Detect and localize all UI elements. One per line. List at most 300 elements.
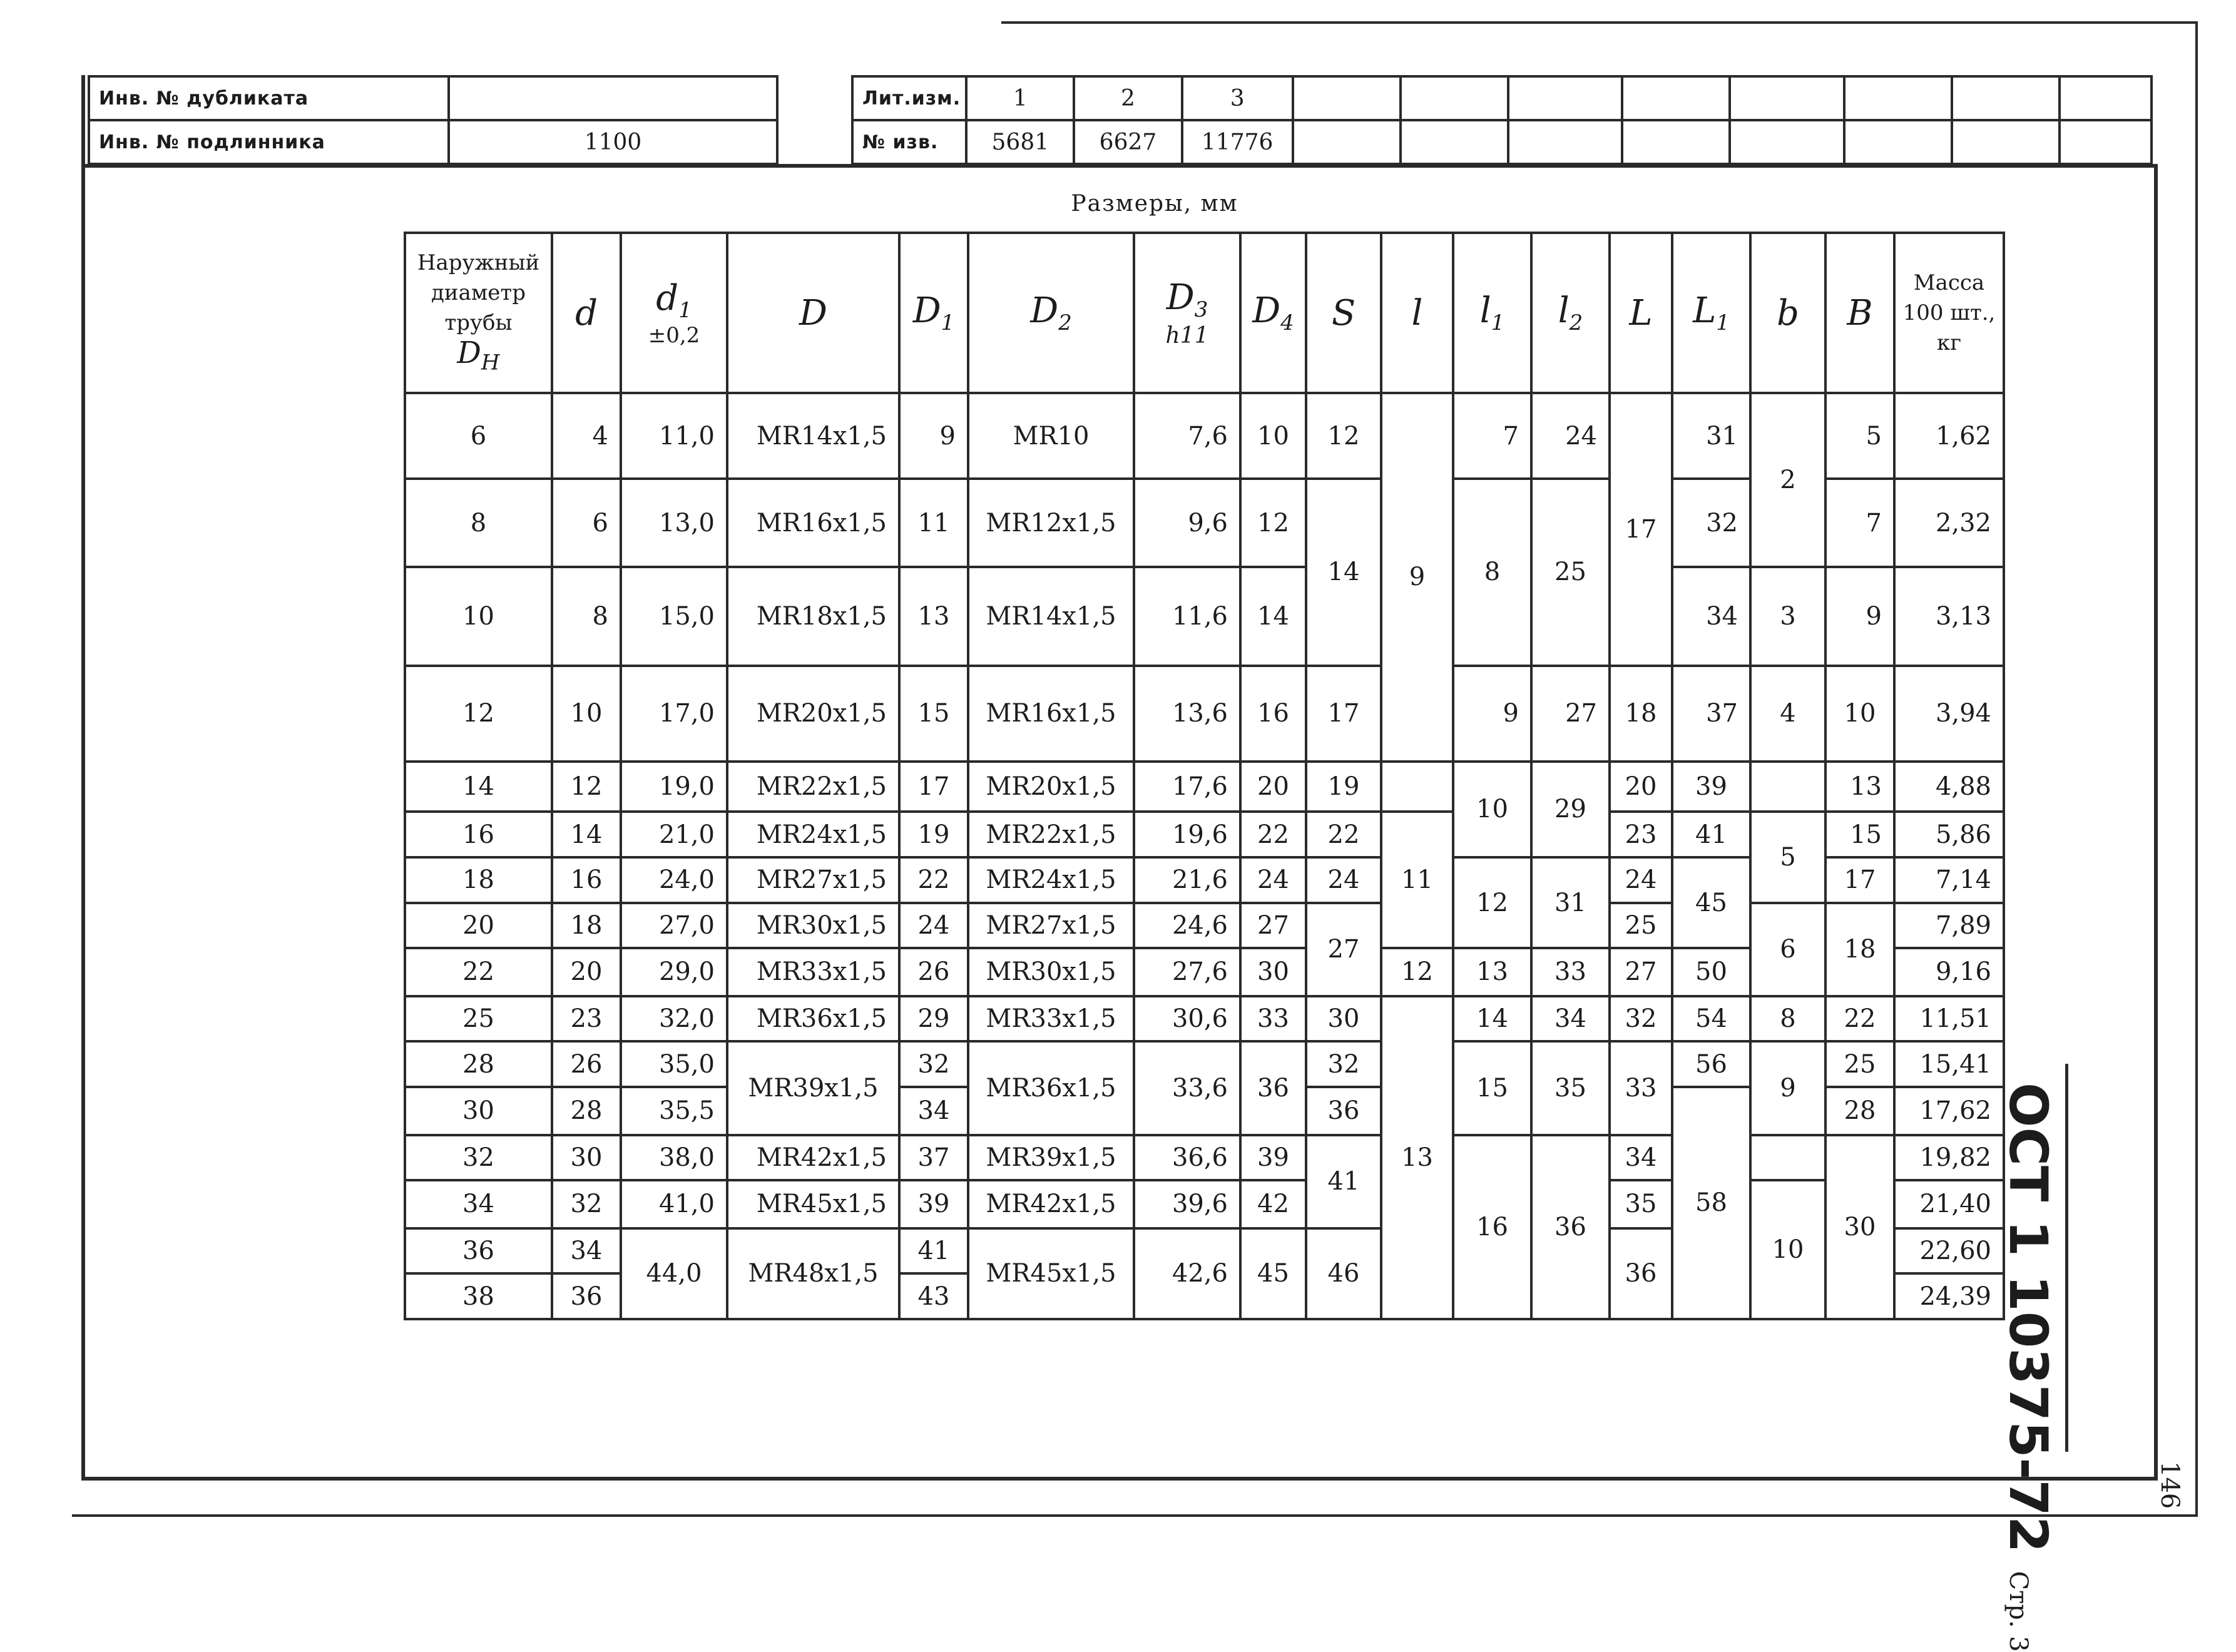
cell-mass: 4,88: [1894, 762, 2004, 812]
cell-d1: 24,0: [621, 857, 727, 903]
inventory-stamp: [88, 75, 779, 165]
cell-l1: 9: [1453, 666, 1531, 762]
dimensions-table: [404, 232, 2005, 1320]
cell-D2: MR10: [968, 393, 1134, 479]
cell-B: 5: [1825, 393, 1894, 479]
cell-D3: 21,6: [1134, 857, 1240, 903]
cell-d: 16: [552, 857, 621, 903]
b-symbol: b: [1777, 292, 1799, 334]
cell-d: 32: [552, 1180, 621, 1228]
cell-d: 30: [552, 1135, 621, 1181]
cell-D3: 9,6: [1134, 479, 1240, 567]
cell-L1: 50: [1672, 948, 1750, 996]
cell-d: 18: [552, 903, 621, 949]
revision-cell: [1952, 76, 2060, 120]
cell-D1: 13: [899, 567, 968, 665]
d1-symbol: d: [656, 277, 679, 319]
table-row: [405, 996, 2004, 1042]
D1-subscript: 1: [941, 310, 955, 336]
notice-cell: 11776: [1182, 120, 1293, 164]
revision-cell: [1730, 76, 1844, 120]
cell-D4: 30: [1240, 948, 1306, 996]
cell-d1: 29,0: [621, 948, 727, 996]
cell-L1: 39: [1672, 762, 1750, 812]
cell-b: 2: [1750, 393, 1825, 567]
cell-l1: 8: [1453, 479, 1531, 665]
cell-D: MR42x1,5: [727, 1135, 899, 1181]
cell-D3: 36,6: [1134, 1135, 1240, 1181]
cell-B: 25: [1825, 1041, 1894, 1087]
cell-B: 10: [1825, 666, 1894, 762]
cell-L1: 37: [1672, 666, 1750, 762]
col-D3: [1134, 233, 1240, 393]
cell-D1: 22: [899, 857, 968, 903]
bottom-rule: [72, 1514, 2197, 1517]
cell-D: MR24x1,5: [727, 812, 899, 857]
cell-D: MR16x1,5: [727, 479, 899, 567]
cell-D1: 19: [899, 812, 968, 857]
notice-cell: [1401, 120, 1508, 164]
cell-S: 27: [1306, 903, 1381, 996]
cell-d1: 35,0: [621, 1041, 727, 1087]
cell-d: 20: [552, 948, 621, 996]
cell-L: 24: [1610, 857, 1672, 903]
cell-l: 9: [1381, 393, 1453, 762]
cell-l2: 34: [1531, 996, 1610, 1042]
cell-S: 36: [1306, 1087, 1381, 1135]
cell-b: 8: [1750, 996, 1825, 1042]
cell-D: MR30x1,5: [727, 903, 899, 949]
cell-D1: 34: [899, 1087, 968, 1135]
cell-D4: 27: [1240, 903, 1306, 949]
cell-d: 8: [552, 567, 621, 665]
header-row: [405, 233, 2004, 393]
L1-symbol: L: [1693, 290, 1717, 331]
B-symbol: B: [1847, 292, 1873, 334]
cell-d1: 35,5: [621, 1087, 727, 1135]
cell-d1: 13,0: [621, 479, 727, 567]
cell-D2: MR14x1,5: [968, 567, 1134, 665]
cell-D: MR33x1,5: [727, 948, 899, 996]
revision-stamp: [851, 75, 2153, 165]
cell-b: [1750, 1135, 1825, 1181]
notice-cell: [1952, 120, 2060, 164]
cell-L: 18: [1610, 666, 1672, 762]
cell-D: MR20x1,5: [727, 666, 899, 762]
cell-L: 20: [1610, 762, 1672, 812]
cell-D2: MR30x1,5: [968, 948, 1134, 996]
notice-cell: [1844, 120, 1952, 164]
cell-l: 13: [1381, 996, 1453, 1319]
cell-D1: 24: [899, 903, 968, 949]
cell-l2: 36: [1531, 1135, 1610, 1319]
cell-D4: 20: [1240, 762, 1306, 812]
cell-S: 22: [1306, 812, 1381, 857]
cell-dh: 16: [405, 812, 552, 857]
cell-d: 10: [552, 666, 621, 762]
notice-number-label: № изв.: [852, 120, 966, 164]
cell-D2: MR27x1,5: [968, 903, 1134, 949]
col-D2: [968, 233, 1134, 393]
cell-b: 10: [1750, 1180, 1825, 1319]
dh-symbol: D: [457, 335, 481, 371]
d-symbol: d: [575, 292, 598, 334]
duplicate-inv-value: [449, 76, 777, 120]
revision-cell: 1: [966, 76, 1074, 120]
col-outer-diameter: [405, 233, 552, 393]
cell-mass: 17,62: [1894, 1087, 2004, 1135]
cell-D: MR36x1,5: [727, 996, 899, 1042]
table-row: [405, 812, 2004, 857]
cell-D2: MR22x1,5: [968, 812, 1134, 857]
cell-D3: 19,6: [1134, 812, 1240, 857]
table-row: [405, 762, 2004, 812]
d1-subscript: 1: [678, 298, 692, 324]
cell-D2: MR42x1,5: [968, 1180, 1134, 1228]
cell-D4: 14: [1240, 567, 1306, 665]
notice-cell: [2060, 120, 2152, 164]
revision-row-letters: [852, 76, 2152, 120]
cell-d1: 44,0: [621, 1228, 727, 1319]
table-row: [405, 567, 2004, 665]
col-D1: [899, 233, 968, 393]
cell-L1: 41: [1672, 812, 1750, 857]
document-code: [1990, 1083, 2059, 1652]
cell-D4: 33: [1240, 996, 1306, 1042]
cell-D4: 24: [1240, 857, 1306, 903]
L-symbol: L: [1629, 292, 1653, 334]
dh-subscript: Н: [481, 350, 500, 375]
cell-D2: MR33x1,5: [968, 996, 1134, 1042]
cell-S: 24: [1306, 857, 1381, 903]
cell-b: 4: [1750, 666, 1825, 762]
cell-dh: 12: [405, 666, 552, 762]
D2-symbol: D: [1030, 290, 1059, 331]
cell-mass: 2,32: [1894, 479, 2004, 567]
cell-L: 17: [1610, 393, 1672, 665]
cell-D: MR14x1,5: [727, 393, 899, 479]
D-symbol: D: [799, 292, 827, 334]
revision-cell: [1844, 76, 1952, 120]
cell-D3: 39,6: [1134, 1180, 1240, 1228]
cell-B: 15: [1825, 812, 1894, 857]
cell-dh: 10: [405, 567, 552, 665]
cell-L: 27: [1610, 948, 1672, 996]
cell-D: MR39x1,5: [727, 1041, 899, 1134]
revision-cell: [1622, 76, 1730, 120]
cell-B: 28: [1825, 1087, 1894, 1135]
col-L1: [1672, 233, 1750, 393]
cell-D4: 16: [1240, 666, 1306, 762]
sheet-number: 146: [2155, 1461, 2184, 1509]
cell-D1: 37: [899, 1135, 968, 1181]
cell-L1: 56: [1672, 1041, 1750, 1087]
mass-label: Масса 100 шт., кг: [1902, 270, 1996, 356]
notice-cell: [1730, 120, 1844, 164]
cell-dh: 6: [405, 393, 552, 479]
cell-D4: 39: [1240, 1135, 1306, 1181]
D3-fit: h11: [1165, 322, 1209, 349]
cell-D1: 26: [899, 948, 968, 996]
cell-L1: 45: [1672, 857, 1750, 948]
cell-D4: 22: [1240, 812, 1306, 857]
cell-dh: 34: [405, 1180, 552, 1228]
cell-D4: 45: [1240, 1228, 1306, 1319]
cell-D3: 11,6: [1134, 567, 1240, 665]
cell-l1: 10: [1453, 762, 1531, 857]
cell-S: 30: [1306, 996, 1381, 1042]
cell-D3: 17,6: [1134, 762, 1240, 812]
table-row: [405, 903, 2004, 949]
col-S: [1306, 233, 1381, 393]
original-inv-value: 1100: [449, 120, 777, 164]
cell-D1: 11: [899, 479, 968, 567]
duplicate-inv-label: Инв. № дубликата: [89, 76, 449, 120]
cell-d1: 27,0: [621, 903, 727, 949]
l2-subscript: 2: [1569, 310, 1583, 336]
cell-B: 9: [1825, 567, 1894, 665]
cell-L1: 58: [1672, 1087, 1750, 1319]
cell-dh: 36: [405, 1228, 552, 1274]
cell-d: 28: [552, 1087, 621, 1135]
cell-mass: 7,89: [1894, 903, 2004, 949]
cell-mass: 1,62: [1894, 393, 2004, 479]
table-caption: Размеры, мм: [1071, 191, 1238, 217]
cell-d: 23: [552, 996, 621, 1042]
cell-D: MR22x1,5: [727, 762, 899, 812]
table-row: [405, 393, 2004, 479]
col-B: [1825, 233, 1894, 393]
cell-mass: 3,13: [1894, 567, 2004, 665]
cell-mass: 11,51: [1894, 996, 2004, 1042]
revision-cell: 2: [1074, 76, 1182, 120]
cell-d1: 32,0: [621, 996, 727, 1042]
D3-symbol: D: [1166, 277, 1195, 319]
col-d1: [621, 233, 727, 393]
cell-mass: 22,60: [1894, 1228, 2004, 1274]
cell-D1: 29: [899, 996, 968, 1042]
frame-bottom: [81, 1477, 2158, 1481]
l-symbol: l: [1411, 292, 1423, 334]
cell-b: 9: [1750, 1041, 1825, 1134]
cell-l1: 16: [1453, 1135, 1531, 1319]
cell-dh: 14: [405, 762, 552, 812]
cell-D1: 43: [899, 1273, 968, 1319]
cell-d: 14: [552, 812, 621, 857]
cell-S: 46: [1306, 1228, 1381, 1319]
cell-D3: 30,6: [1134, 996, 1240, 1042]
cell-dh: 18: [405, 857, 552, 903]
right-rule: [2195, 21, 2198, 1517]
cell-l: 11: [1381, 812, 1453, 948]
cell-D1: 39: [899, 1180, 968, 1228]
cell-D4: 12: [1240, 479, 1306, 567]
notice-cell: 6627: [1074, 120, 1182, 164]
cell-D3: 27,6: [1134, 948, 1240, 996]
cell-B: 13: [1825, 762, 1894, 812]
cell-d1: 11,0: [621, 393, 727, 479]
l1-symbol: l: [1479, 290, 1491, 331]
l1-subscript: 1: [1491, 310, 1505, 336]
cell-dh: 8: [405, 479, 552, 567]
cell-b: 6: [1750, 903, 1825, 996]
cell-dh: 25: [405, 996, 552, 1042]
cell-L: 35: [1610, 1180, 1672, 1228]
cell-l: 12: [1381, 948, 1453, 996]
cell-D: MR48x1,5: [727, 1228, 899, 1319]
cell-dh: 22: [405, 948, 552, 996]
cell-L: 36: [1610, 1228, 1672, 1319]
cell-d: 12: [552, 762, 621, 812]
cell-D4: 10: [1240, 393, 1306, 479]
cell-mass: 24,39: [1894, 1273, 2004, 1319]
cell-D4: 36: [1240, 1041, 1306, 1134]
cell-D: MR18x1,5: [727, 567, 899, 665]
l2-symbol: l: [1558, 290, 1570, 331]
cell-l1: 7: [1453, 393, 1531, 479]
cell-b: 5: [1750, 812, 1825, 902]
cell-B: 22: [1825, 996, 1894, 1042]
cell-mass: 15,41: [1894, 1041, 2004, 1087]
cell-D2: MR24x1,5: [968, 857, 1134, 903]
notice-cell: 5681: [966, 120, 1074, 164]
cell-D: MR45x1,5: [727, 1180, 899, 1228]
cell-B: 30: [1825, 1135, 1894, 1319]
cell-L1: 34: [1672, 567, 1750, 665]
cell-D1: 41: [899, 1228, 968, 1274]
cell-D4: 42: [1240, 1180, 1306, 1228]
cell-D2: MR16x1,5: [968, 666, 1134, 762]
revision-cell: 3: [1182, 76, 1293, 120]
cell-D1: 17: [899, 762, 968, 812]
col-mass: [1894, 233, 2004, 393]
cell-d1: 15,0: [621, 567, 727, 665]
cell-L: 34: [1610, 1135, 1672, 1181]
cell-d1: 41,0: [621, 1180, 727, 1228]
cell-mass: 5,86: [1894, 812, 2004, 857]
cell-d1: 21,0: [621, 812, 727, 857]
cell-mass: 7,14: [1894, 857, 2004, 903]
frame-left: [81, 75, 85, 1480]
cell-L: 32: [1610, 996, 1672, 1042]
cell-l2: 27: [1531, 666, 1610, 762]
cell-L1: 31: [1672, 393, 1750, 479]
cell-D2: MR12x1,5: [968, 479, 1134, 567]
table-row: [405, 1135, 2004, 1181]
cell-D2: MR20x1,5: [968, 762, 1134, 812]
cell-dh: 28: [405, 1041, 552, 1087]
cell-dh: 38: [405, 1273, 552, 1319]
L1-subscript: 1: [1716, 310, 1730, 336]
cell-D2: MR45x1,5: [968, 1228, 1134, 1319]
cell-l1: 12: [1453, 857, 1531, 948]
cell-B: 18: [1825, 903, 1894, 996]
cell-l1: 14: [1453, 996, 1531, 1042]
standard-number: ОСТ 1 10375-72: [1998, 1083, 2059, 1553]
col-l: [1381, 233, 1453, 393]
revision-row-notices: [852, 120, 2152, 164]
original-inv-label: Инв. № подлинника: [89, 120, 449, 164]
cell-D3: 42,6: [1134, 1228, 1240, 1319]
cell-mass: 3,94: [1894, 666, 2004, 762]
D2-subscript: 2: [1058, 310, 1072, 336]
cell-d: 34: [552, 1228, 621, 1274]
col-D: [727, 233, 899, 393]
cell-mass: 21,40: [1894, 1180, 2004, 1228]
revision-cell: [1293, 76, 1401, 120]
cell-D2: MR39x1,5: [968, 1135, 1134, 1181]
page-label: Стр. 3: [2004, 1571, 2033, 1652]
cell-S: 14: [1306, 479, 1381, 665]
cell-b: [1750, 762, 1825, 812]
col-l1: [1453, 233, 1531, 393]
cell-D3: 33,6: [1134, 1041, 1240, 1134]
cell-S: 41: [1306, 1135, 1381, 1228]
col-D4: [1240, 233, 1306, 393]
revision-cell: [1401, 76, 1508, 120]
cell-D3: 7,6: [1134, 393, 1240, 479]
cell-S: 12: [1306, 393, 1381, 479]
cell-d1: 38,0: [621, 1135, 727, 1181]
table-row: [405, 1041, 2004, 1087]
cell-dh: 32: [405, 1135, 552, 1181]
cell-S: 32: [1306, 1041, 1381, 1087]
S-symbol: S: [1331, 292, 1356, 334]
notice-cell: [1293, 120, 1401, 164]
cell-L1: 32: [1672, 479, 1750, 567]
frame-right: [2154, 166, 2158, 1480]
D4-subscript: 4: [1280, 310, 1294, 336]
cell-B: 17: [1825, 857, 1894, 903]
cell-l1: 13: [1453, 948, 1531, 996]
cell-mass: 9,16: [1894, 948, 2004, 996]
D3-subscript: 3: [1194, 297, 1208, 323]
cell-D: MR27x1,5: [727, 857, 899, 903]
col-L: [1610, 233, 1672, 393]
cell-D2: MR36x1,5: [968, 1041, 1134, 1134]
d1-tolerance: ±0,2: [648, 323, 700, 349]
document-code-rule: [2065, 1064, 2068, 1452]
table-row: [405, 1180, 2004, 1228]
cell-L: 23: [1610, 812, 1672, 857]
cell-d: 26: [552, 1041, 621, 1087]
cell-d1: 19,0: [621, 762, 727, 812]
col-b: [1750, 233, 1825, 393]
cell-L: 25: [1610, 903, 1672, 949]
cell-D3: 13,6: [1134, 666, 1240, 762]
cell-S: 19: [1306, 762, 1381, 812]
cell-l2: 24: [1531, 393, 1610, 479]
D1-symbol: D: [912, 290, 941, 331]
col-l2: [1531, 233, 1610, 393]
top-rule: [1001, 21, 2197, 24]
cell-d: 6: [552, 479, 621, 567]
cell-l2: 29: [1531, 762, 1610, 857]
notice-cell: [1508, 120, 1622, 164]
cell-d: 36: [552, 1273, 621, 1319]
outer-diameter-label: Наружный диаметр трубы: [417, 250, 540, 336]
revision-letter-label: Лит.изм.: [852, 76, 966, 120]
notice-cell: [1622, 120, 1730, 164]
cell-l: [1381, 762, 1453, 812]
cell-d: 4: [552, 393, 621, 479]
cell-D1: 15: [899, 666, 968, 762]
cell-l2: 25: [1531, 479, 1610, 665]
cell-dh: 30: [405, 1087, 552, 1135]
D4-symbol: D: [1252, 290, 1281, 331]
cell-l2: 35: [1531, 1041, 1610, 1134]
cell-dh: 20: [405, 903, 552, 949]
